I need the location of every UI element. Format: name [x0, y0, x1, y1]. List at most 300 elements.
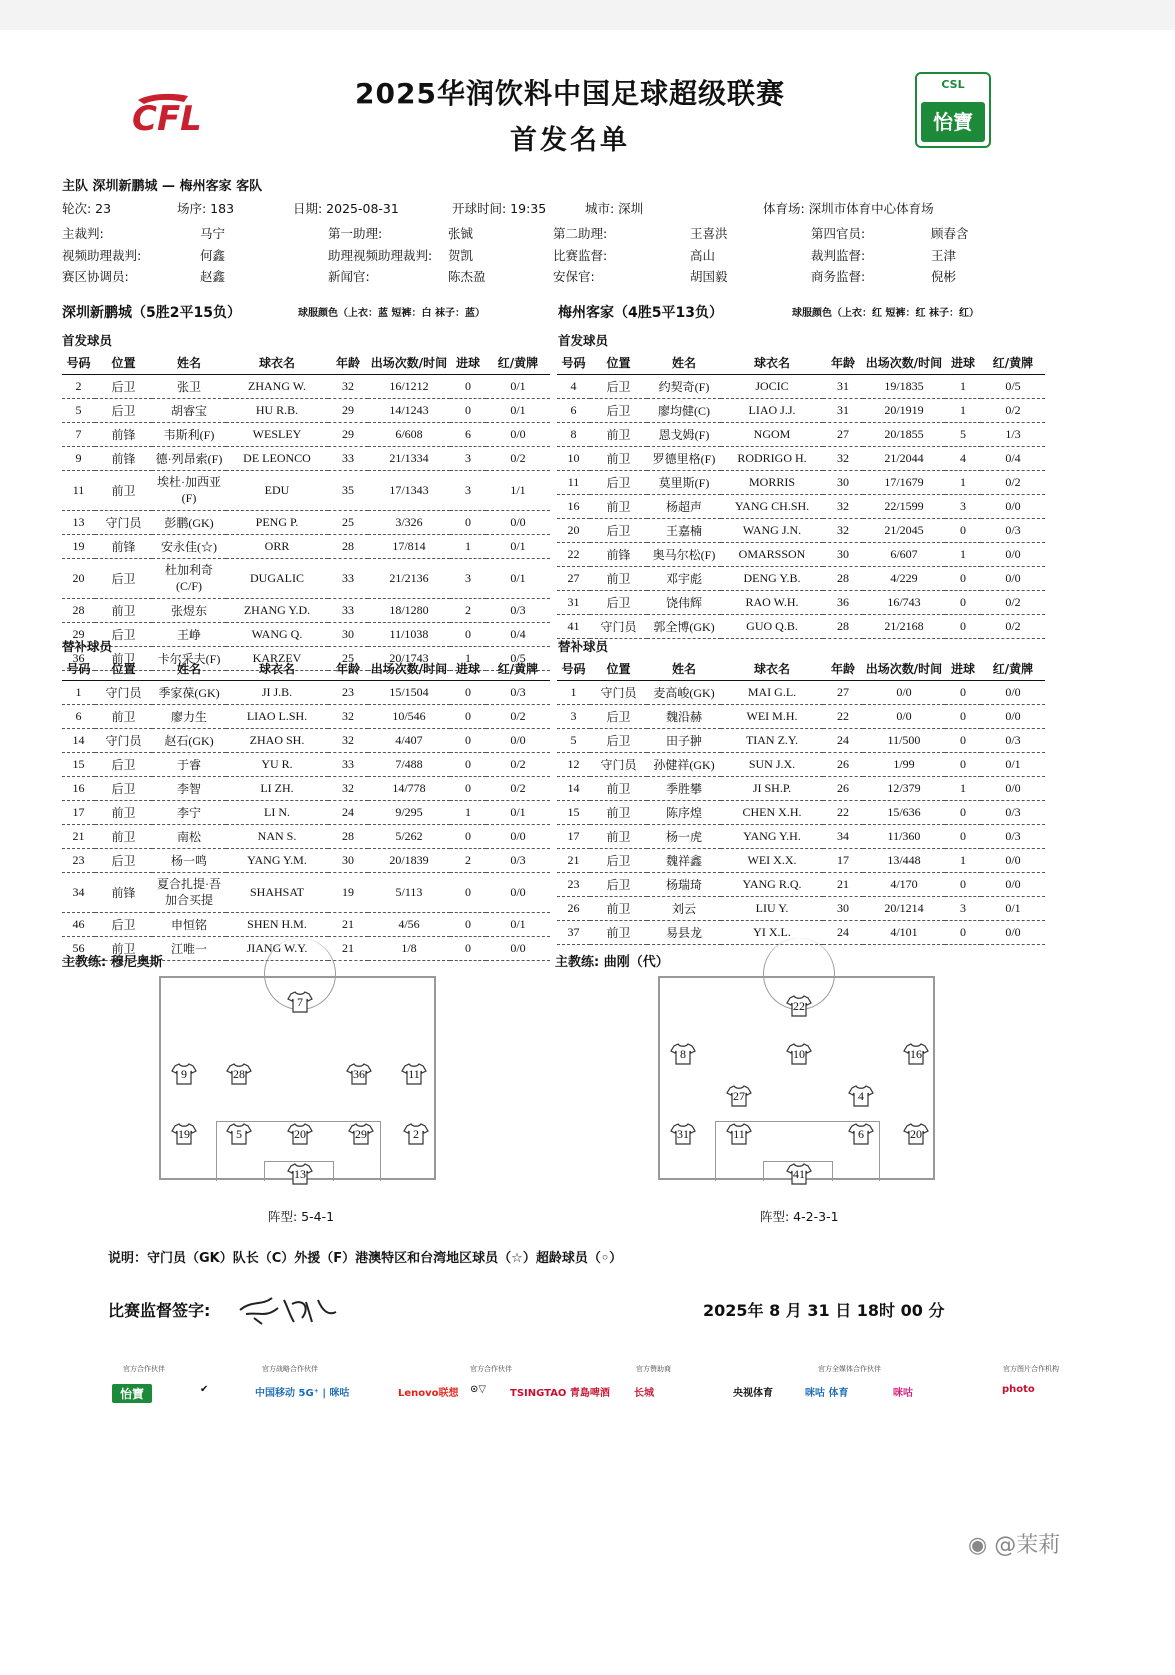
sponsor-category: 官方图片合作机构	[1003, 1365, 1059, 1373]
player-age: 31	[823, 374, 863, 398]
player-cards: 0/3	[981, 800, 1045, 824]
player-age: 30	[328, 622, 368, 646]
player-number: 23	[557, 872, 590, 896]
watermark-text: @茉莉	[994, 1533, 1061, 1558]
player-name: 邓宇彪	[647, 566, 721, 590]
player-name: 韦斯利(F)	[152, 422, 226, 446]
player-number: 11	[557, 470, 590, 494]
player-name: 田子翀	[647, 728, 721, 752]
player-shirt-name: WESLEY	[226, 422, 328, 446]
official-role: 新闻官:	[328, 269, 370, 284]
player-number: 34	[62, 872, 95, 912]
player-cards: 0/0	[981, 680, 1045, 704]
column-header: 进球	[945, 352, 981, 374]
player-name: 孙健祥(GK)	[647, 752, 721, 776]
column-header: 球衣名	[721, 352, 823, 374]
player-position: 前卫	[590, 494, 647, 518]
shirt-icon	[670, 1122, 696, 1146]
player-shirt-name: JI SH.P.	[721, 776, 823, 800]
player-shirt-name: DUGALIC	[226, 558, 328, 598]
player-shirt-name: CHEN X.H.	[721, 800, 823, 824]
player-number: 31	[557, 590, 590, 614]
sponsor-logo: photo	[1002, 1384, 1035, 1395]
home-formation-pitch	[159, 976, 436, 1180]
player-position: 后卫	[95, 374, 152, 398]
player-row	[62, 848, 550, 872]
player-name: 德·列昂索(F)	[152, 446, 226, 470]
player-name: 胡睿宝	[152, 398, 226, 422]
player-apps: 1/8	[368, 936, 450, 960]
shirt-number: 29	[355, 1127, 367, 1141]
player-position: 前卫	[590, 824, 647, 848]
player-goals: 0	[450, 374, 486, 398]
player-age: 24	[328, 800, 368, 824]
player-position: 守门员	[590, 614, 647, 638]
player-number: 15	[557, 800, 590, 824]
player-age: 26	[823, 752, 863, 776]
official-name: 胡国毅	[690, 269, 728, 284]
player-shirt-name: JIANG W.Y.	[226, 936, 328, 960]
shirt-icon	[903, 1122, 929, 1146]
player-name: 麦高峻(GK)	[647, 680, 721, 704]
sponsor-logo: 咪咕	[893, 1388, 913, 1399]
player-number: 21	[557, 848, 590, 872]
shirt-number: 22	[793, 999, 805, 1013]
shirt-number: 7	[297, 995, 303, 1009]
home-kit-colors: 球服颜色（上衣：蓝 短裤：白 袜子：蓝）	[298, 308, 485, 319]
player-cards: 0/2	[981, 470, 1045, 494]
shirt-number: 5	[236, 1127, 242, 1141]
player-apps: 4/407	[368, 728, 450, 752]
column-header: 球衣名	[226, 658, 328, 680]
player-cards: 0/2	[486, 704, 550, 728]
column-header: 球衣名	[721, 658, 823, 680]
signature-image	[232, 1288, 342, 1328]
player-number: 19	[62, 534, 95, 558]
player-apps: 15/636	[863, 800, 945, 824]
sponsor-category: 官方全媒体合作伙伴	[818, 1365, 881, 1373]
player-apps: 0/0	[863, 704, 945, 728]
player-cards: 0/0	[486, 936, 550, 960]
player-shirt-name: RODRIGO H.	[721, 446, 823, 470]
player-number: 14	[557, 776, 590, 800]
player-age: 34	[823, 824, 863, 848]
player-number: 10	[557, 446, 590, 470]
player-shirt-name: TIAN Z.Y.	[721, 728, 823, 752]
player-shirt-name: YANG CH.SH.	[721, 494, 823, 518]
player-position: 后卫	[590, 728, 647, 752]
player-shirt-name: ZHAO SH.	[226, 728, 328, 752]
player-position: 前锋	[590, 542, 647, 566]
player-name: 陈序煌	[647, 800, 721, 824]
player-position: 后卫	[95, 622, 152, 646]
player-goals: 0	[945, 590, 981, 614]
player-cards: 0/4	[486, 622, 550, 646]
player-age: 29	[328, 422, 368, 446]
player-age: 32	[328, 776, 368, 800]
official-name: 贺凯	[448, 248, 474, 263]
column-header: 号码	[62, 658, 95, 680]
player-age: 35	[328, 470, 368, 510]
shirt-number: 8	[680, 1047, 686, 1061]
shirt-icon	[786, 1042, 812, 1066]
cfl-logo-text: CFL	[132, 99, 202, 136]
csl-brand: 怡寶	[921, 102, 985, 142]
player-name: 易县龙	[647, 920, 721, 944]
stadium: 体育场: 深圳市体育中心体育场	[763, 201, 934, 216]
player-apps: 17/814	[368, 534, 450, 558]
player-row	[62, 470, 550, 510]
player-cards: 0/2	[981, 398, 1045, 422]
player-position: 前卫	[590, 566, 647, 590]
player-position: 后卫	[95, 752, 152, 776]
player-cards: 0/1	[486, 800, 550, 824]
player-age: 32	[823, 518, 863, 542]
player-cards: 0/0	[981, 848, 1045, 872]
player-number: 23	[62, 848, 95, 872]
player-row	[62, 872, 550, 912]
player-shirt-name: YANG Y.H.	[721, 824, 823, 848]
official-role: 安保官:	[553, 269, 595, 284]
shirt-icon	[226, 1062, 252, 1086]
player-age: 22	[823, 704, 863, 728]
player-row	[557, 776, 1045, 800]
player-position: 前卫	[590, 446, 647, 470]
shirt-number: 19	[178, 1127, 190, 1141]
official-role: 裁判监督:	[811, 248, 866, 263]
player-number: 13	[62, 510, 95, 534]
player-row	[557, 728, 1045, 752]
player-row	[557, 542, 1045, 566]
player-age: 36	[823, 590, 863, 614]
column-header: 年龄	[328, 352, 368, 374]
player-position: 前卫	[95, 598, 152, 622]
player-goals: 1	[945, 470, 981, 494]
player-position: 前卫	[95, 470, 152, 510]
sponsor-logo: 怡寶	[112, 1384, 152, 1403]
column-header: 红/黄牌	[486, 658, 550, 680]
player-name: 魏祥鑫	[647, 848, 721, 872]
player-apps: 13/448	[863, 848, 945, 872]
player-cards: 0/1	[981, 896, 1045, 920]
player-apps: 19/1835	[863, 374, 945, 398]
page-subtitle: 首发名单	[510, 125, 630, 156]
shirt-icon	[346, 1062, 372, 1086]
player-name: 恩戈姆(F)	[647, 422, 721, 446]
away-formation-pitch	[658, 976, 935, 1180]
player-goals: 0	[450, 776, 486, 800]
player-name: 李智	[152, 776, 226, 800]
player-row	[62, 534, 550, 558]
player-row	[62, 598, 550, 622]
player-goals: 3	[450, 558, 486, 598]
player-goals: 0	[450, 728, 486, 752]
sponsor-logo: ⊙▽	[470, 1384, 487, 1395]
player-position: 后卫	[95, 776, 152, 800]
player-age: 33	[328, 446, 368, 470]
player-age: 30	[328, 848, 368, 872]
player-age: 28	[328, 824, 368, 848]
player-position: 后卫	[95, 398, 152, 422]
player-goals: 3	[450, 470, 486, 510]
player-position: 后卫	[590, 374, 647, 398]
player-cards: 0/0	[486, 872, 550, 912]
player-row	[557, 494, 1045, 518]
player-apps: 18/1280	[368, 598, 450, 622]
player-position: 守门员	[95, 510, 152, 534]
shirt-number: 2	[413, 1127, 419, 1141]
player-age: 29	[328, 398, 368, 422]
player-goals: 6	[450, 422, 486, 446]
player-age: 30	[823, 470, 863, 494]
player-number: 22	[557, 542, 590, 566]
player-apps: 21/2045	[863, 518, 945, 542]
player-name: 王嘉楠	[647, 518, 721, 542]
column-header: 姓名	[152, 658, 226, 680]
shirt-number: 28	[233, 1067, 245, 1081]
player-age: 24	[823, 728, 863, 752]
signature-scribble	[232, 1288, 342, 1328]
player-apps: 20/1743	[368, 646, 450, 670]
player-position: 守门员	[590, 680, 647, 704]
player-age: 28	[823, 614, 863, 638]
sponsor-logo: 长城	[634, 1388, 654, 1399]
player-cards: 0/0	[981, 704, 1045, 728]
player-name: 卡尔采夫(F)	[152, 646, 226, 670]
player-shirt-name: LI N.	[226, 800, 328, 824]
player-position: 守门员	[590, 752, 647, 776]
player-goals: 0	[450, 622, 486, 646]
column-header: 进球	[450, 352, 486, 374]
official-name: 倪彬	[931, 269, 957, 284]
player-age: 28	[328, 534, 368, 558]
player-age: 32	[328, 374, 368, 398]
player-number: 21	[62, 824, 95, 848]
player-row	[557, 446, 1045, 470]
home-starters-label: 首发球员	[62, 333, 113, 348]
player-position: 前锋	[95, 534, 152, 558]
player-goals: 0	[945, 704, 981, 728]
player-apps: 10/546	[368, 704, 450, 728]
shirt-icon	[903, 1042, 929, 1066]
player-position: 后卫	[590, 518, 647, 542]
column-header: 红/黄牌	[981, 658, 1045, 680]
player-name: 季家葆(GK)	[152, 680, 226, 704]
away-subs-label: 替补球员	[558, 639, 609, 654]
player-apps: 20/1214	[863, 896, 945, 920]
shirt-number: 13	[294, 1167, 306, 1181]
column-header: 年龄	[328, 658, 368, 680]
player-row	[62, 510, 550, 534]
player-number: 9	[62, 446, 95, 470]
player-apps: 4/56	[368, 912, 450, 936]
player-shirt-name: WANG Q.	[226, 622, 328, 646]
shirt-number: 27	[733, 1089, 745, 1103]
player-age: 26	[823, 776, 863, 800]
player-name: 杜加利奇(C/F)	[152, 558, 226, 598]
sponsor-logo: ✔	[200, 1384, 209, 1395]
shirt-icon	[848, 1084, 874, 1108]
player-goals: 2	[450, 598, 486, 622]
player-row	[557, 896, 1045, 920]
player-number: 36	[62, 646, 95, 670]
player-number: 1	[557, 680, 590, 704]
player-shirt-name: NGOM	[721, 422, 823, 446]
player-row	[557, 422, 1045, 446]
sponsor-logo: Lenovo联想	[398, 1388, 459, 1399]
shirt-icon	[786, 994, 812, 1018]
player-shirt-name: NAN S.	[226, 824, 328, 848]
player-age: 24	[823, 920, 863, 944]
player-row	[557, 614, 1045, 638]
player-cards: 0/0	[981, 872, 1045, 896]
player-row	[62, 446, 550, 470]
player-name: 杨一鸣	[152, 848, 226, 872]
weibo-watermark	[968, 1528, 1060, 1559]
sponsor-logo: 央视体育	[733, 1388, 773, 1399]
player-name: 奥马尔松(F)	[647, 542, 721, 566]
player-position: 前卫	[95, 824, 152, 848]
player-row	[557, 470, 1045, 494]
player-apps: 16/1212	[368, 374, 450, 398]
player-age: 32	[823, 494, 863, 518]
column-header: 出场次数/时间	[863, 658, 945, 680]
player-name: 魏沿赫	[647, 704, 721, 728]
column-header: 年龄	[823, 658, 863, 680]
player-number: 12	[557, 752, 590, 776]
shirt-icon	[287, 1162, 313, 1186]
away-coach: 主教练: 曲刚（代）	[555, 955, 669, 970]
player-row	[62, 752, 550, 776]
column-header: 进球	[945, 658, 981, 680]
player-row	[62, 558, 550, 598]
match-date: 日期: 2025-08-31	[293, 201, 399, 216]
player-goals: 0	[450, 912, 486, 936]
player-number: 14	[62, 728, 95, 752]
player-row	[557, 872, 1045, 896]
player-goals: 0	[945, 566, 981, 590]
player-age: 33	[328, 752, 368, 776]
player-cards: 0/5	[486, 646, 550, 670]
player-name: 张卫	[152, 374, 226, 398]
player-cards: 0/0	[981, 542, 1045, 566]
player-apps: 11/500	[863, 728, 945, 752]
home-team-name: 深圳新鹏城（5胜2平15负）	[62, 305, 241, 321]
player-position: 前卫	[590, 422, 647, 446]
official-role: 助理视频助理裁判:	[328, 248, 433, 263]
column-header: 进球	[450, 658, 486, 680]
player-apps: 20/1919	[863, 398, 945, 422]
sponsor-category: 官方战略合作伙伴	[262, 1365, 318, 1373]
player-goals: 0	[945, 800, 981, 824]
player-name: 廖均健(C)	[647, 398, 721, 422]
player-cards: 0/2	[486, 446, 550, 470]
player-cards: 0/0	[981, 566, 1045, 590]
player-goals: 0	[945, 920, 981, 944]
player-position: 守门员	[95, 680, 152, 704]
column-header: 位置	[95, 658, 152, 680]
shirt-number: 41	[793, 1167, 805, 1181]
signature-date: 2025年 8 月 31 日 18时 00 分	[703, 1301, 945, 1320]
column-header: 红/黄牌	[981, 352, 1045, 374]
player-cards: 0/3	[486, 680, 550, 704]
player-shirt-name: HU R.B.	[226, 398, 328, 422]
shirt-number: 36	[353, 1067, 365, 1081]
player-age: 28	[823, 566, 863, 590]
sponsor-category: 官方赞助商	[636, 1365, 671, 1373]
player-cards: 1/1	[486, 470, 550, 510]
player-name: 赵石(GK)	[152, 728, 226, 752]
player-row	[62, 622, 550, 646]
player-shirt-name: JOCIC	[721, 374, 823, 398]
player-position: 后卫	[590, 470, 647, 494]
player-shirt-name: LIU Y.	[721, 896, 823, 920]
player-goals: 3	[450, 446, 486, 470]
player-number: 1	[62, 680, 95, 704]
player-apps: 20/1839	[368, 848, 450, 872]
player-shirt-name: WANG J.N.	[721, 518, 823, 542]
player-shirt-name: SHEN H.M.	[226, 912, 328, 936]
player-age: 17	[823, 848, 863, 872]
player-name: 杨一虎	[647, 824, 721, 848]
player-row	[557, 800, 1045, 824]
shirt-icon	[171, 1062, 197, 1086]
player-cards: 0/0	[486, 824, 550, 848]
player-row	[62, 704, 550, 728]
player-age: 27	[823, 422, 863, 446]
player-row	[557, 374, 1045, 398]
player-apps: 4/229	[863, 566, 945, 590]
official-name: 马宁	[200, 226, 226, 241]
player-goals: 5	[945, 422, 981, 446]
player-number: 6	[62, 704, 95, 728]
player-position: 后卫	[590, 590, 647, 614]
column-header: 姓名	[152, 352, 226, 374]
player-name: 夏合扎提·吾加合买提	[152, 872, 226, 912]
player-shirt-name: YANG R.Q.	[721, 872, 823, 896]
player-apps: 9/295	[368, 800, 450, 824]
official-role: 比赛监督:	[553, 248, 608, 263]
player-position: 守门员	[95, 728, 152, 752]
official-name: 张铖	[448, 226, 474, 241]
player-age: 31	[823, 398, 863, 422]
player-row	[62, 776, 550, 800]
player-goals: 1	[945, 374, 981, 398]
player-goals: 1	[450, 646, 486, 670]
player-apps: 11/1038	[368, 622, 450, 646]
player-shirt-name: LIAO L.SH.	[226, 704, 328, 728]
player-age: 21	[328, 936, 368, 960]
player-name: 王峥	[152, 622, 226, 646]
player-number: 16	[62, 776, 95, 800]
player-number: 26	[557, 896, 590, 920]
player-row	[62, 680, 550, 704]
player-shirt-name: YU R.	[226, 752, 328, 776]
player-number: 7	[62, 422, 95, 446]
signature-label: 比赛监督签字:	[108, 1301, 211, 1320]
shirt-icon	[848, 1122, 874, 1146]
player-name: 约契奇(F)	[647, 374, 721, 398]
shirt-number: 4	[858, 1089, 864, 1103]
home-coach: 主教练: 穆尼奥斯	[62, 955, 163, 970]
player-cards: 0/1	[486, 534, 550, 558]
player-goals: 1	[945, 776, 981, 800]
home-subs-table	[62, 658, 550, 961]
column-header: 号码	[557, 352, 590, 374]
official-name: 陈杰盈	[448, 269, 486, 284]
sponsor-logo: 中国移动 5G⁺ | 咪咕	[255, 1388, 350, 1399]
csl-badge-text: CSL	[941, 78, 965, 91]
